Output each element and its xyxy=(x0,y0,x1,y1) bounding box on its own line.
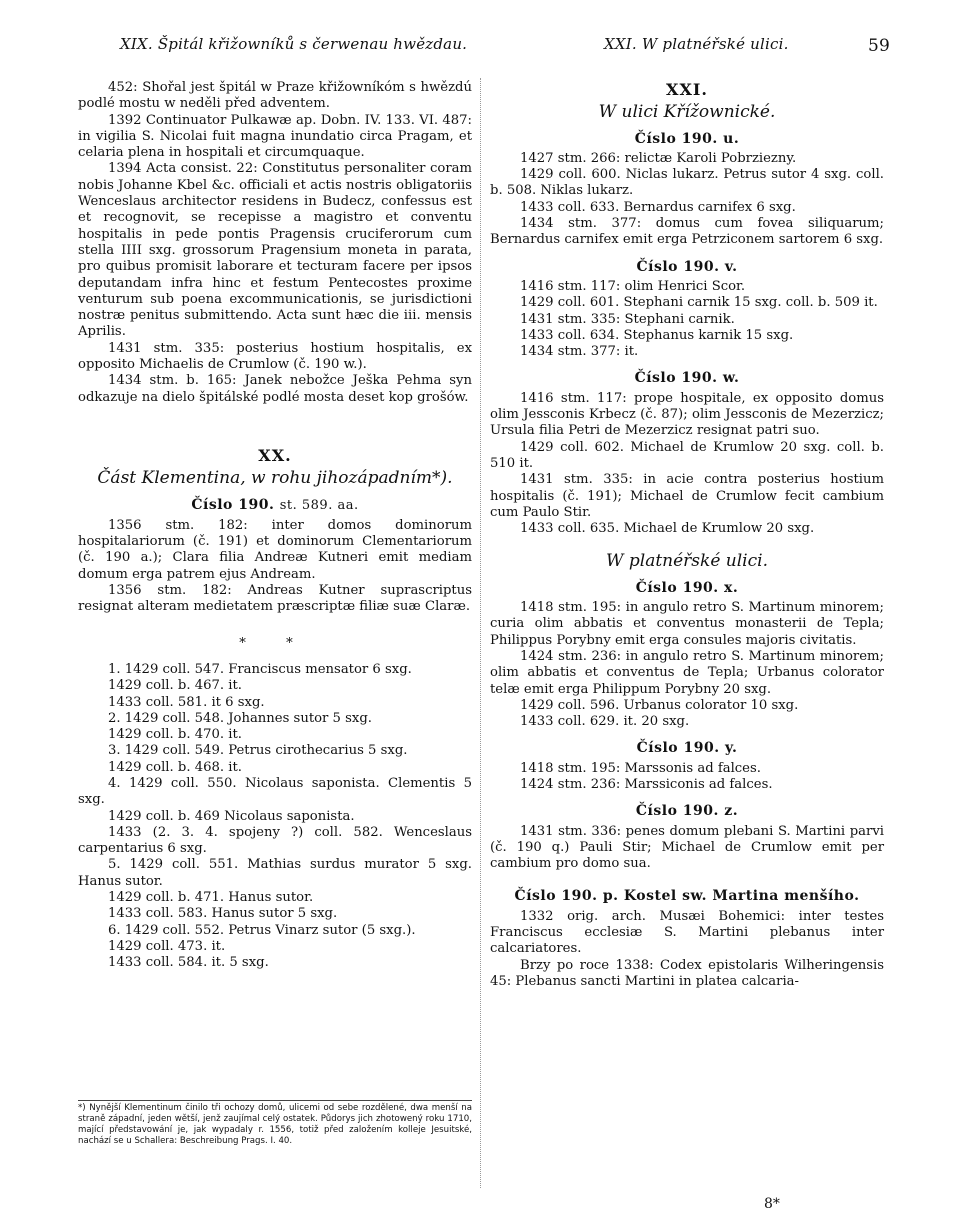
number-heading xyxy=(78,497,472,514)
list-item: 1. 1429 coll. 547. Franciscus mensator 6 sxg. xyxy=(108,661,412,677)
entry: Brzy po roce 1338: Codex epistolaris Wilheringensis 45: Plebanus sancti Martini in platea calcaria- xyxy=(490,957,884,989)
list-item: 1429 coll. b. 470. it. xyxy=(108,727,242,743)
list-item: 1433 (2. 3. 4. spojeny ?) coll. 582. Wenceslaus carpentarius 6 sxg. xyxy=(78,824,472,857)
number-blocks xyxy=(490,131,884,538)
entry: 1424 stm. 236: in angulo retro S. Martinum minorem; olim abbatis et conventus de Tepla; Urbanus colorator telæ emit erga Philippum Porybny 20 sxg. xyxy=(490,648,884,697)
entry: 1433 coll. 635. Michael de Krumlow 20 sxg. xyxy=(520,521,815,537)
entry: 1431 stm. 336: penes domum plebani S. Martini parvi (č. 190 q.) Pauli Stir; Michael de Crumlow emit per cambium pro domo sua. xyxy=(490,823,884,872)
entry: 1433 coll. 634. Stephanus karnik 15 sxg. xyxy=(520,327,794,343)
list-item: 5. 1429 coll. 551. Mathias surdus murator 5 sxg. Hanus sutor. xyxy=(78,857,472,889)
right-column xyxy=(490,80,884,990)
list-item: 1433 coll. 584. it. 5 sxg. xyxy=(108,955,269,971)
entry: 1433 coll. 633. Bernardus carnifex 6 sxg. xyxy=(520,199,796,215)
number-blocks xyxy=(490,580,884,873)
entry: 1424 stm. 236: Marssiconis ad falces. xyxy=(520,776,773,792)
number-heading: Číslo 190. y. xyxy=(636,740,738,757)
list-item: 1429 coll. b. 467. it. xyxy=(108,678,242,694)
entry-list xyxy=(490,279,884,360)
list-item: 1429 coll. b. 468. it. xyxy=(108,759,242,775)
entry: 1429 coll. 596. Urbanus colorator 10 sxg. xyxy=(520,697,799,713)
list-item: 2. 1429 coll. 548. Johannes sutor 5 sxg. xyxy=(108,710,372,726)
number-heading: Číslo 190. v. xyxy=(636,258,738,275)
number-heading: Číslo 190. u. xyxy=(634,130,740,147)
list-item: 1433 coll. 581. it 6 sxg. xyxy=(108,694,265,710)
entry: 1418 stm. 195: in angulo retro S. Martinum minorem; curia olim abbatis et conventus monasterii de Tepla; Philippus Porybny emit erga consules majoris civitatis. xyxy=(490,600,884,648)
paragraph: 1392 Continuator Pulkawæ ap. Dobn. IV. 133. VI. 487: in vigilia S. Nicolai fuit magna inundatio circa Pragam, et celaria plena in hospitali et circumquaque. xyxy=(78,112,472,161)
section-title: Část Klementina, w rohu jihozápadním*). xyxy=(97,468,453,489)
entry-list xyxy=(490,909,884,990)
footnote: *) Nynější Klementinum činilo tři ochozy domů, ulicemi od sebe rozdělené, dwa menší na straně západní, jeden wětší, jenž zaujímal celý ostatek. Půdorys jich zhotowený roku 1710, mající představowání je, jak wypadaly r. 1556, totiž před založením kolleje Jesuitské, nachází se u Schallera: Beschreibung Prags. I. 40. xyxy=(78,1100,472,1147)
entry: 1434 stm. 377: domus cum fovea siliquarum; Bernardus carnifex emit erga Petrziconem sartorem 6 sxg. xyxy=(490,216,884,248)
paragraph: 452: Shořal jest špitál w Praze křižowníkóm s hwězdú podlé mostu w neděli před adventem. xyxy=(78,80,472,112)
list-item: 1429 coll. b. 471. Hanus sutor. xyxy=(108,890,314,906)
paragraph: 1434 stm. b. 165: Janek nebožce Ješka Pehma syn odkazuje na dielo špitálské podlé mosta deset kop grošów. xyxy=(78,373,472,405)
entry: 1434 stm. 377: it. xyxy=(520,344,639,360)
entry-list xyxy=(490,824,884,873)
entry: 1429 coll. 601. Stephani carnik 15 sxg. coll. b. 509 it. xyxy=(520,295,878,311)
entry: 1416 stm. 117: prope hospitale, ex opposito domus olim Jessconis Krbecz (č. 87); olim Jessconis de Mezerzicz; Ursula filia Petri de Mezerzicz resignat patri suo. xyxy=(490,390,884,439)
entry: 1433 coll. 629. it. 20 sxg. xyxy=(520,714,690,730)
section-title: W ulici Křížownické. xyxy=(598,102,776,123)
entry: 1429 coll. 600. Niclas lukarz. Petrus sutor 4 sxg. coll. b. 508. Niklas lukarz. xyxy=(490,167,884,199)
list-item: 6. 1429 coll. 552. Petrus Vinarz sutor (5 sxg.). xyxy=(108,922,416,938)
separator-stars: * * xyxy=(239,635,311,651)
list-item: 1433 coll. 583. Hanus sutor 5 sxg. xyxy=(108,906,338,922)
paragraph: 1394 Acta consist. 22: Constitutus personaliter coram nobis Johanne Kbel &c. officiali et actis nostris obligatoriis Wenceslaus architector residens in Budecz, confessus est et recognovit, se recepisse a magistro et conventu hospitalis in pede pontis Pragensis cruciferorum cum stella IIII sxg. grossorum Pragensium moneta in parata, pro quibus promisit laborare et tecturam facere per ipsos deputandam infra hinc et festum Pentecostes proxime venturum sub poena excommunicationis, se jurisdictioni nostræ penitus submittendo. Acta sunt hæc die iii. mensis Aprilis. xyxy=(78,161,472,340)
entry: 1431 stm. 335: in acie contra posterius hostium hospitalis (č. 191); Michael de Crumlow fecit cambium cum Paulo Stir. xyxy=(490,472,884,520)
list-item: 4. 1429 coll. 550. Nicolaus saponista. Clementis 5 sxg. xyxy=(78,775,472,808)
paragraph: 1356 stm. 182: Andreas Kutner suprascriptus resignat alteram medietatem præscriptæ filiæ suæ Claræ. xyxy=(78,583,472,615)
entry: 1431 stm. 335: Stephani carnik. xyxy=(520,311,735,327)
number-heading-main: Číslo 190. xyxy=(191,496,275,513)
number-heading-rest: st. 589. aa. xyxy=(279,497,359,513)
list-item: 3. 1429 coll. 549. Petrus cirothecarius 5 sxg. xyxy=(108,743,408,759)
list-item: 1429 coll. 473. it. xyxy=(108,938,226,954)
running-head-left: XIX. Špitál křižowníků s čerwenau hwězdau. xyxy=(120,35,468,53)
entry: 1416 stm. 117: olim Henrici Scor. xyxy=(520,278,746,294)
left-column xyxy=(78,80,472,972)
number-heading: Číslo 190. z. xyxy=(635,803,739,820)
list-item: 1429 coll. b. 469 Nicolaus saponista. xyxy=(108,808,355,824)
running-head-right: XXI. W platnéřské ulici. xyxy=(604,35,789,53)
number-heading: Číslo 190. p. Kostel sw. Martina menšího. xyxy=(514,888,860,905)
section-title: W platnéřské ulici. xyxy=(606,551,768,572)
paragraph: 1431 stm. 335: posterius hostium hospitalis, ex opposito Michaelis de Crumlow (č. 190 w.). xyxy=(78,340,472,373)
number-heading: Číslo 190. w. xyxy=(634,370,740,387)
entry-list xyxy=(490,600,884,730)
entry-list xyxy=(78,662,472,972)
column-divider xyxy=(480,78,481,1188)
page-number: 59 xyxy=(868,36,891,56)
entry: 1429 coll. 602. Michael de Krumlow 20 sxg. coll. b. 510 it. xyxy=(490,439,884,471)
entry: 1427 stm. 266: relictæ Karoli Pobrziezny. xyxy=(520,150,797,166)
section-heading: XX. xyxy=(258,445,292,465)
paragraph: 1356 stm. 182: inter domos dominorum hospitalariorum (č. 191) et dominorum Clementariorum (č. 190 a.); Clara filia Andreæ Kutneri emit mediam domum erga patrem ejus Andream. xyxy=(78,517,472,582)
entry: 1332 orig. arch. Musæi Bohemici: inter testes Franciscus ecclesiæ S. Martini plebanus inter calcariatores. xyxy=(490,908,884,957)
number-heading: Číslo 190. x. xyxy=(635,579,739,596)
entry-list xyxy=(490,391,884,538)
entry-list xyxy=(490,761,884,794)
entry: 1418 stm. 195: Marssonis ad falces. xyxy=(520,760,761,776)
section-heading: XXI. xyxy=(666,80,708,99)
entry-list xyxy=(490,151,884,249)
signature-mark: 8* xyxy=(764,1196,780,1212)
